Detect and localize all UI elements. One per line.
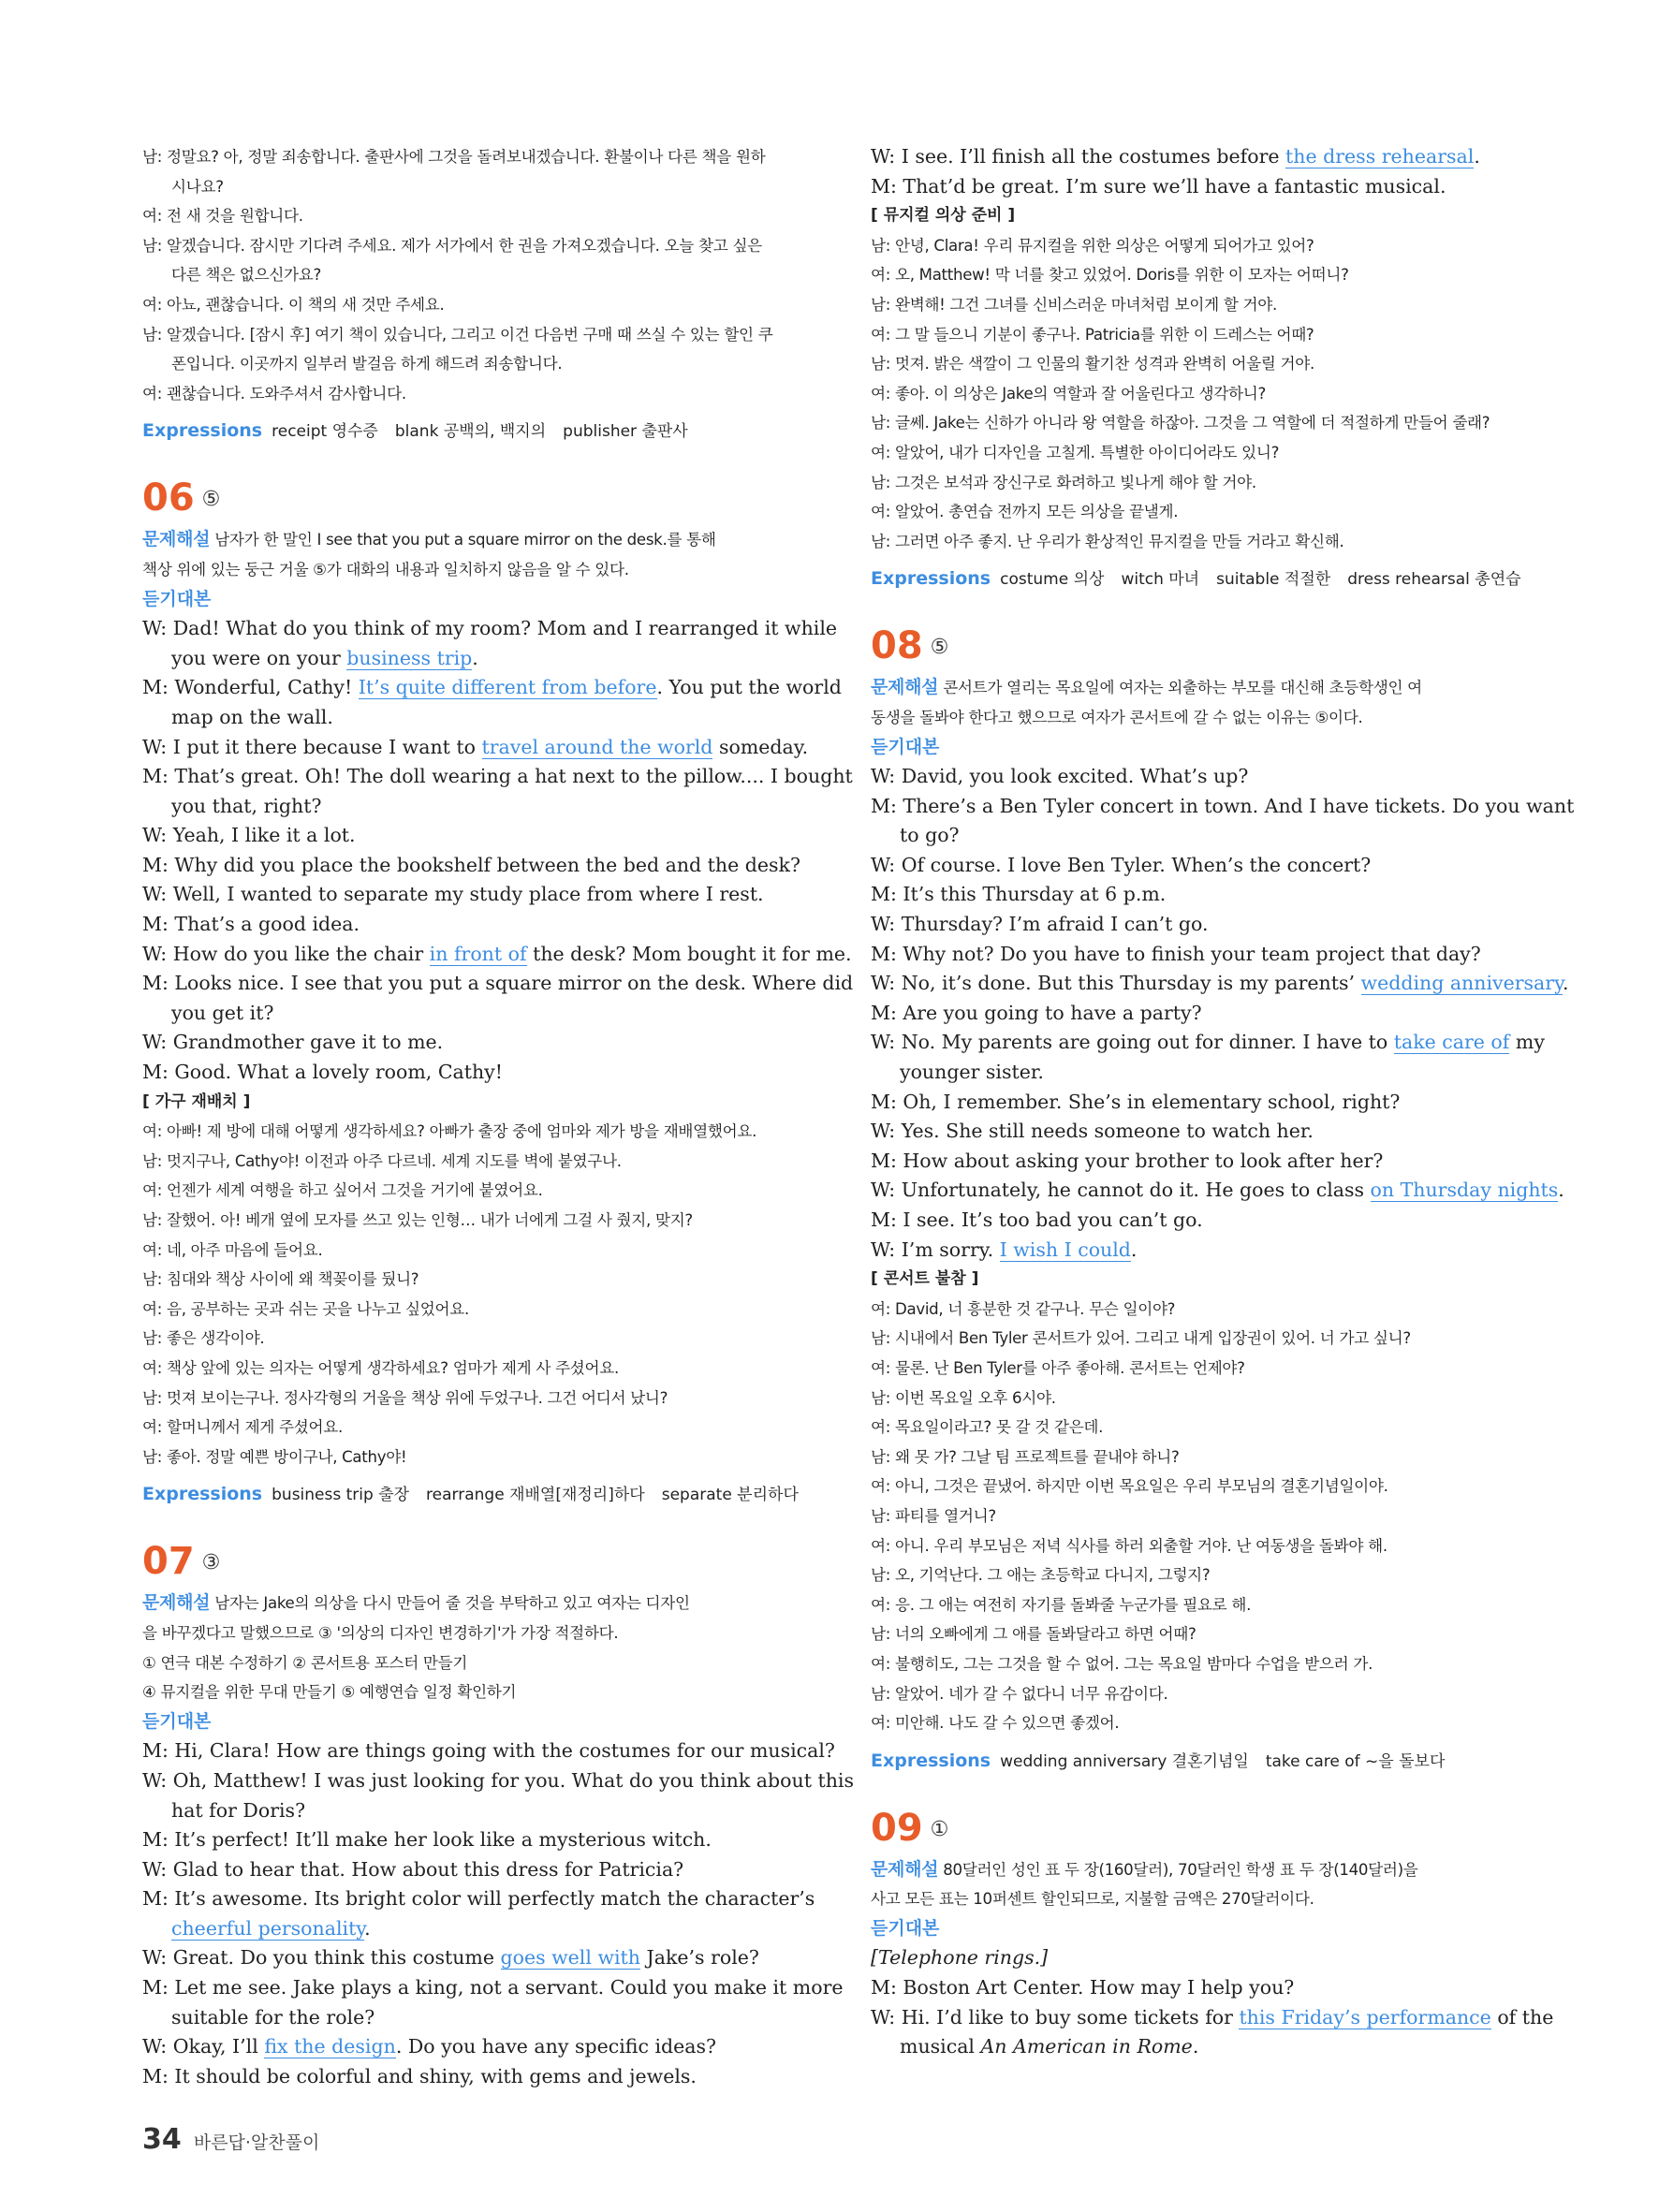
expression-term: take care of ~을 돌보다 [1265, 1751, 1446, 1771]
korean-line: 을 바꾸겠다고 말했으므로 ③ '의상의 디자인 변경하기'가 가장 적절하다. [142, 1623, 619, 1642]
text-run: . [1192, 2035, 1199, 2058]
korean-line: 여: 물론. 난 Ben Tyler를 아주 좋아해. 콘서트는 언제야? [871, 1358, 1245, 1377]
text-run: W: David, you look excited. What’s up? [871, 765, 1249, 788]
dialogue-line [142, 2032, 809, 2062]
text-run: W: Hi. I’d like to buy some tickets for [871, 2005, 1240, 2029]
korean-line: 남: 너의 오빠에게 그 애를 돌봐달라고 하면 어때? [871, 1625, 1197, 1644]
expression-term: rearrange 재배열[재정리]하다 [426, 1486, 645, 1505]
korean-line: 여: 책상 앞에 있는 의자는 어떻게 생각하세요? 엄마가 제게 사 주셨어요. [142, 1358, 619, 1377]
explanation-line [871, 673, 1537, 703]
text-run: W: Well, I wanted to separate my study place from where I rest. [142, 883, 764, 906]
explanation-line [142, 525, 809, 555]
expressions-row [142, 414, 809, 448]
dialogue-line [871, 142, 1537, 172]
explanation-line [142, 1589, 809, 1619]
text-run: someday. [712, 735, 809, 758]
expressions-label: Expressions [871, 1750, 991, 1771]
highlighted-phrase: on Thursday nights [1370, 1179, 1559, 1202]
text-run: musical [900, 2035, 981, 2058]
expression-term: suitable 적절한 [1216, 570, 1331, 590]
dialogue-line [142, 644, 809, 674]
translation-title: [ 가구 재배치 ] [142, 1091, 251, 1111]
expressions-label: Expressions [142, 420, 263, 442]
explanation-tag: 문제해설 [142, 1592, 211, 1614]
dialogue-line [142, 1028, 809, 1058]
korean-line: 남: 글쎄. Jake는 신하가 아니라 왕 역할을 하잖아. 그것을 그 역할에 더 적절하게 만들어 줄래? [871, 414, 1490, 432]
dialogue-line [871, 999, 1537, 1029]
dialogue-line [142, 1796, 809, 1826]
text-run: W: Thursday? I’m afraid I can’t go. [871, 913, 1209, 936]
korean-line: 남: 완벽해! 그건 그녀를 신비스러운 마녀처럼 보이게 할 거야. [871, 295, 1277, 314]
dialogue-line [142, 614, 838, 644]
text-run: W: Grandmother gave it to me. [142, 1031, 444, 1054]
dialogue-line [142, 1766, 854, 1796]
explanation-text: 80달러인 성인 표 두 장(160달러), 70달러인 학생 표 두 장(140달러)을 [938, 1860, 1418, 1879]
korean-line: 여: 목요일이라고? 못 갈 것 같은데. [871, 1418, 1104, 1437]
dialogue-line [142, 1943, 809, 1973]
korean-line: 시나요? [171, 177, 224, 196]
text-run: W: How do you like the chair [142, 942, 430, 965]
text-run: younger sister. [900, 1061, 1044, 1084]
text-run: M: That’d be great. I’m sure we’ll have a fantastic musical. [871, 174, 1446, 198]
dialogue-line [871, 969, 1569, 999]
expressions-row [871, 1744, 1537, 1779]
korean-line: 남: 왜 못 가? 그날 팀 프로젝트를 끝내야 하니? [871, 1447, 1180, 1466]
korean-line: 남: 알겠습니다. 잠시만 기다려 주세요. 제가 서가에서 한 권을 가져오겠습니다. 오늘 찾고 싶은 [142, 236, 762, 255]
expression-term: dress rehearsal 총연습 [1347, 570, 1521, 590]
text-run: W: Yes. She still needs someone to watch her. [871, 1120, 1314, 1143]
korean-line: 여: 알았어. 총연습 전까지 모든 의상을 끝낼게. [871, 503, 1179, 521]
dialogue-line [142, 2062, 809, 2092]
dialogue-line [871, 1176, 1564, 1206]
text-run: W: Unfortunately, he cannot do it. He goes to class [871, 1179, 1371, 1202]
text-run: . Do you have any specific ideas? [395, 2035, 716, 2058]
text-run: M: How about asking your brother to look after her? [871, 1149, 1384, 1172]
dialogue-line [871, 762, 1537, 792]
dialogue-line [871, 821, 1537, 851]
text-run: map on the wall. [171, 705, 333, 728]
text-run: . [1130, 1238, 1138, 1261]
script-heading: 듣기대본 [871, 1917, 940, 1939]
text-run: W: I put it there because I want to [142, 735, 482, 758]
highlighted-phrase: this Friday’s performance [1239, 2005, 1491, 2029]
answer-mark: ① [930, 1817, 949, 1841]
korean-line: 여: 알았어, 내가 디자인을 고칠게. 특별한 아이디어라도 있니? [871, 443, 1280, 461]
dialogue-line [142, 851, 809, 881]
text-run: W: Of course. I love Ben Tyler. When’s the concert? [871, 853, 1372, 876]
question-number [871, 1803, 1537, 1855]
text-run: . [364, 1916, 371, 1940]
text-run: M: Why did you place the bookshelf between the bed and the desk? [142, 853, 800, 876]
script-heading: 듣기대본 [142, 588, 212, 609]
korean-line: ④ 뮤지컬을 위한 무대 만들기 ⑤ 예행연습 일정 확인하기 [142, 1683, 517, 1702]
korean-line: 여: 미안해. 나도 갈 수 있으면 좋겠어. [871, 1714, 1120, 1733]
korean-line: 남: 알겠습니다. [잠시 후] 여기 책이 있습니다, 그리고 이건 다음번 구매 때 쓰실 수 있는 할인 쿠 [142, 325, 773, 344]
text-run: M: Are you going to have a party? [871, 1001, 1202, 1024]
text-run: M: Oh, I remember. She’s in elementary school, right? [871, 1090, 1401, 1113]
right-column [871, 142, 1575, 2062]
dialogue-line [871, 1973, 1537, 2003]
dialogue-line [142, 821, 809, 851]
text-run: M: That’s a good idea. [142, 913, 360, 936]
korean-line: 남: 오, 기억난다. 그 애는 초등학교 다니지, 그렇지? [871, 1566, 1211, 1585]
expression-term: publisher 출판사 [563, 422, 688, 442]
dialogue-line [142, 1884, 815, 1914]
expression-term: wedding anniversary 결혼기념일 [1000, 1751, 1249, 1771]
text-run: . [1474, 145, 1480, 168]
explanation-tag: 문제해설 [142, 529, 211, 550]
text-run: . [1562, 972, 1569, 995]
expression-term: costume 의상 [1000, 570, 1105, 590]
highlighted-phrase: It’s quite different from before [358, 676, 657, 699]
question-number-label: 07 [142, 1540, 195, 1584]
korean-line: 동생을 돌봐야 한다고 했으므로 여자가 콘서트에 갈 수 없는 이유는 ⑤이다. [871, 708, 1363, 726]
explanation-text: 남자는 Jake의 의상을 다시 만들어 줄 것을 부탁하고 있고 여자는 디자인 [210, 1594, 690, 1613]
dialogue-line [142, 969, 854, 999]
expressions-label: Expressions [142, 1484, 263, 1505]
dialogue-line [142, 792, 809, 822]
expressions-label: Expressions [871, 568, 991, 590]
text-run: you get it? [171, 1001, 274, 1024]
text-run: M: It should be colorful and shiny, with gems and jewels. [142, 2064, 697, 2087]
script-heading: 듣기대본 [871, 736, 940, 757]
korean-line: 여: 아빠! 제 방에 대해 어떻게 생각하세요? 아빠가 출장 중에 엄마와 제가 방을 재배열했어요. [142, 1122, 757, 1141]
text-run: the desk? Mom bought it for me. [526, 942, 852, 965]
expression-term: blank 공백의, 백지의 [394, 422, 547, 442]
dialogue-line [142, 880, 809, 910]
dialogue-line [871, 851, 1537, 881]
page-footer [142, 2123, 319, 2156]
text-run: M: Looks nice. I see that you put a square mirror on the desk. Where did [142, 972, 854, 995]
korean-line: 남: 침대와 책상 사이에 왜 책꽂이를 뒀니? [142, 1270, 419, 1289]
dialogue-line [142, 1736, 835, 1766]
dialogue-line [142, 999, 809, 1029]
text-run: M: Boston Art Center. How may I help you? [871, 1976, 1295, 2000]
text-run: An American in Rome [980, 2035, 1193, 2058]
highlighted-phrase: business trip [346, 646, 473, 669]
answer-mark: ③ [201, 1551, 221, 1575]
highlighted-phrase: wedding anniversary [1360, 972, 1563, 995]
highlighted-phrase: I wish I could [999, 1238, 1131, 1261]
question-number [871, 621, 1537, 673]
dialogue-line [871, 910, 1537, 940]
dialogue-line [871, 1028, 1545, 1058]
text-run: W: Glad to hear that. How about this dress for Patricia? [142, 1857, 684, 1881]
korean-line: 여: 응. 그 애는 여전히 자기를 돌봐줄 누군가를 필요로 해. [871, 1595, 1252, 1614]
korean-line: 폰입니다. 이곳까지 일부러 발걸음 하게 해드려 죄송합니다. [171, 355, 563, 374]
highlighted-phrase: fix the design [264, 2035, 396, 2058]
dialogue-line [871, 1236, 1537, 1266]
explanation-tag: 문제해설 [871, 677, 939, 698]
korean-line: 남: 그러면 아주 좋지. 난 우리가 환상적인 뮤지컬을 만들 거라고 확신해. [871, 532, 1344, 550]
korean-line: 여: 괜찮습니다. 도와주셔서 감사합니다. [142, 384, 406, 403]
dialogue-line [871, 1088, 1537, 1118]
text-run: W: Okay, I’ll [142, 2035, 265, 2058]
question-number-label: 08 [871, 624, 923, 668]
text-run: M: That’s great. Oh! The doll wearing a hat next to the pillow.... I bought [142, 765, 853, 788]
korean-line: 여: 네, 아주 마음에 들어요. [142, 1240, 323, 1259]
dialogue-line [871, 940, 1537, 970]
korean-line: 여: 할머니께서 제게 주셨어요. [142, 1418, 343, 1437]
korean-line: 남: 잘했어. 아! 베개 옆에 모자를 쓰고 있는 인형… 내가 너에게 그걸 사 줬지, 맞지? [142, 1211, 693, 1229]
korean-line: 남: 멋져 보이는구나. 정사각형의 거울을 책상 위에 두었구나. 그건 어디서 났니? [142, 1388, 668, 1407]
korean-line: 남: 정말요? 아, 정말 죄송합니다. 출판사에 그것을 돌려보내겠습니다. 환불이나 다른 책을 원하 [142, 148, 766, 166]
text-run: M: Hi, Clara! How are things going with the costumes for our musical? [142, 1739, 835, 1763]
expression-term: witch 마녀 [1121, 570, 1200, 590]
text-run: . [472, 646, 478, 669]
question-number-label: 06 [142, 476, 195, 520]
text-run: M: Why not? Do you have to finish your team project that day? [871, 942, 1481, 965]
korean-line: 여: 그 말 들으니 기분이 좋구나. Patricia를 위한 이 드레스는 어때? [871, 325, 1314, 344]
korean-line: 사고 모든 표는 10퍼센트 할인되므로, 지불할 금액은 270달러이다. [871, 1890, 1314, 1909]
dialogue-line [871, 1117, 1537, 1147]
korean-line: 다른 책은 없으신가요? [171, 266, 322, 285]
dialogue-line [142, 1914, 809, 1944]
dialogue-line [871, 1147, 1537, 1177]
question-number-label: 09 [871, 1806, 923, 1850]
explanation-text: 남자가 한 말인 I see that you put a square mirror on the desk.를 통해 [210, 531, 716, 549]
dialogue-line [142, 1825, 809, 1855]
korean-line: 남: 그것은 보석과 장신구로 화려하고 빛나게 해야 할 거야. [871, 473, 1256, 491]
text-run: W: I see. I’ll finish all the costumes before [871, 145, 1286, 168]
dialogue-line [142, 2003, 809, 2033]
expressions-row [871, 562, 1537, 596]
korean-line: 여: 아니, 그것은 끝냈어. 하지만 이번 목요일은 우리 부모님의 결혼기념일이야. [871, 1477, 1388, 1496]
text-run: you that, right? [171, 794, 322, 817]
korean-line: 여: David, 너 흥분한 것 같구나. 무슨 일이야? [871, 1299, 1176, 1318]
text-run: W: Great. Do you think this costume [142, 1946, 501, 1970]
dialogue-line [871, 1206, 1537, 1236]
expression-term: business trip 출장 [272, 1486, 410, 1505]
text-run: W: No, it’s done. But this Thursday is my parents’ [871, 972, 1361, 995]
korean-line: 여: 전 새 것을 원합니다. [142, 207, 303, 226]
text-run: M: It’s perfect! It’ll make her look like a mysterious witch. [142, 1828, 712, 1852]
korean-line: 남: 알았어. 네가 갈 수 없다니 너무 유감이다. [871, 1684, 1168, 1703]
explanation-line [871, 1855, 1537, 1885]
text-run: to go? [900, 824, 960, 847]
answer-mark: ⑤ [930, 636, 949, 660]
dialogue-line [142, 940, 852, 970]
dialogue-line [871, 2032, 1537, 2062]
text-run: [Telephone rings.] [871, 1946, 1049, 1970]
text-run: W: I’m sorry. [871, 1238, 1000, 1261]
korean-line: 남: 멋져. 밝은 색깔이 그 인물의 활기찬 성격과 완벽히 어울릴 거야. [871, 355, 1314, 374]
korean-line: 여: 아뇨, 괜찮습니다. 이 책의 새 것만 주세요. [142, 295, 445, 314]
text-run: M: It’s this Thursday at 6 p.m. [871, 883, 1167, 906]
korean-line: 남: 시내에서 Ben Tyler 콘서트가 있어. 그리고 내게 입장권이 있어. 너 가고 싶니? [871, 1329, 1411, 1348]
dialogue-line [142, 1058, 809, 1088]
expressions-row [142, 1477, 809, 1512]
highlighted-phrase: travel around the world [481, 735, 713, 758]
explanation-tag: 문제해설 [871, 1858, 939, 1880]
dialogue-line [142, 1973, 844, 2003]
dialogue-line [871, 1058, 1537, 1088]
translation-title: [ 뮤지컬 의상 준비 ] [871, 206, 1016, 226]
dialogue-line [142, 673, 842, 703]
dialogue-line [142, 910, 809, 940]
text-run: M: Let me see. Jake plays a king, not a servant. Could you make it more [142, 1976, 844, 2000]
dialogue-line [871, 880, 1537, 910]
text-run: . You put the world [656, 676, 842, 699]
dialogue-line [142, 733, 809, 763]
text-run: my [1509, 1031, 1545, 1054]
text-run: W: No. My parents are going out for dinner. I have to [871, 1031, 1394, 1054]
explanation-text: 콘서트가 열리는 목요일에 여자는 외출하는 부모를 대신해 초등학생인 여 [938, 679, 1422, 697]
korean-line: 여: 좋아. 이 의상은 Jake의 역할과 잘 어울린다고 생각하니? [871, 384, 1266, 403]
dialogue-line [871, 792, 1575, 822]
dialogue-line [142, 1855, 809, 1885]
text-run: you were on your [171, 646, 347, 669]
expression-term: receipt 영수증 [272, 422, 378, 442]
korean-line: ① 연극 대본 수정하기 ② 콘서트용 포스터 만들기 [142, 1653, 468, 1672]
korean-line: 여: 불행히도, 그는 그것을 할 수 없어. 그는 목요일 밤마다 수업을 받으러 가. [871, 1654, 1373, 1673]
highlighted-phrase: in front of [429, 942, 527, 965]
text-run: W: Yeah, I like it a lot. [142, 824, 356, 847]
question-number [142, 1536, 809, 1589]
text-run: M: Good. What a lovely room, Cathy! [142, 1061, 504, 1084]
text-run: W: Dad! What do you think of my room? Mom and I rearranged it while [142, 617, 838, 640]
dialogue-line [142, 703, 809, 733]
highlighted-phrase: take care of [1393, 1031, 1510, 1054]
question-number [142, 473, 809, 525]
highlighted-phrase: the dress rehearsal [1285, 145, 1475, 168]
expression-term: separate 분리하다 [661, 1486, 799, 1505]
text-run: of the [1490, 2005, 1554, 2029]
dialogue-line [871, 2003, 1554, 2033]
text-run: M: It’s awesome. Its bright color will perfectly match the character’s [142, 1887, 815, 1911]
dialogue-line [871, 172, 1537, 202]
text-run: . [1558, 1179, 1564, 1202]
page-title: 바른답·알찬풀이 [193, 2132, 320, 2153]
text-run: M: There’s a Ben Tyler concert in town. And I have tickets. Do you want [871, 794, 1575, 817]
left-column [142, 142, 854, 2091]
answer-mark: ⑤ [201, 488, 221, 512]
script-heading: 듣기대본 [142, 1710, 212, 1732]
korean-line: 여: 언젠가 세계 여행을 하고 싶어서 그것을 거기에 붙였어요. [142, 1181, 543, 1200]
korean-line: 여: 아니. 우리 부모님은 저녁 식사를 하러 외출할 거야. 난 여동생을 돌봐야 해. [871, 1536, 1387, 1555]
text-run: Jake’s role? [640, 1946, 759, 1970]
text-run: M: Wonderful, Cathy! [142, 676, 359, 699]
text-run: hat for Doris? [171, 1798, 306, 1822]
translation-title: [ 콘서트 불참 ] [871, 1269, 979, 1289]
korean-line: 남: 이번 목요일 오후 6시야. [871, 1388, 1056, 1407]
page-number: 34 [142, 2123, 182, 2156]
dialogue-line [142, 762, 853, 792]
dialogue-line [871, 1943, 1537, 1973]
korean-line: 책상 위에 있는 둥근 거울 ⑤가 대화의 내용과 일치하지 않음을 알 수 있다. [142, 560, 629, 579]
korean-line: 여: 음, 공부하는 곳과 쉬는 곳을 나누고 싶었어요. [142, 1299, 469, 1318]
korean-line: 남: 멋지구나, Cathy야! 이전과 아주 다르네. 세계 지도를 벽에 붙였구나. [142, 1151, 622, 1170]
korean-line: 남: 안녕, Clara! 우리 뮤지컬을 위한 의상은 어떻게 되어가고 있어? [871, 236, 1314, 255]
korean-line: 남: 파티를 열거니? [871, 1506, 996, 1525]
text-run: M: I see. It’s too bad you can’t go. [871, 1209, 1203, 1231]
text-run: W: Oh, Matthew! I was just looking for you. What do you think about this [142, 1768, 854, 1792]
highlighted-phrase: cheerful personality [171, 1916, 365, 1940]
korean-line: 여: 오, Matthew! 막 너를 찾고 있었어. Doris를 위한 이 모자는 어떠니? [871, 266, 1349, 285]
highlighted-phrase: goes well with [500, 1946, 640, 1970]
korean-line: 남: 좋아. 정말 예쁜 방이구나, Cathy야! [142, 1447, 407, 1466]
korean-line: 남: 좋은 생각이야. [142, 1329, 265, 1348]
text-run: suitable for the role? [171, 2005, 375, 2029]
